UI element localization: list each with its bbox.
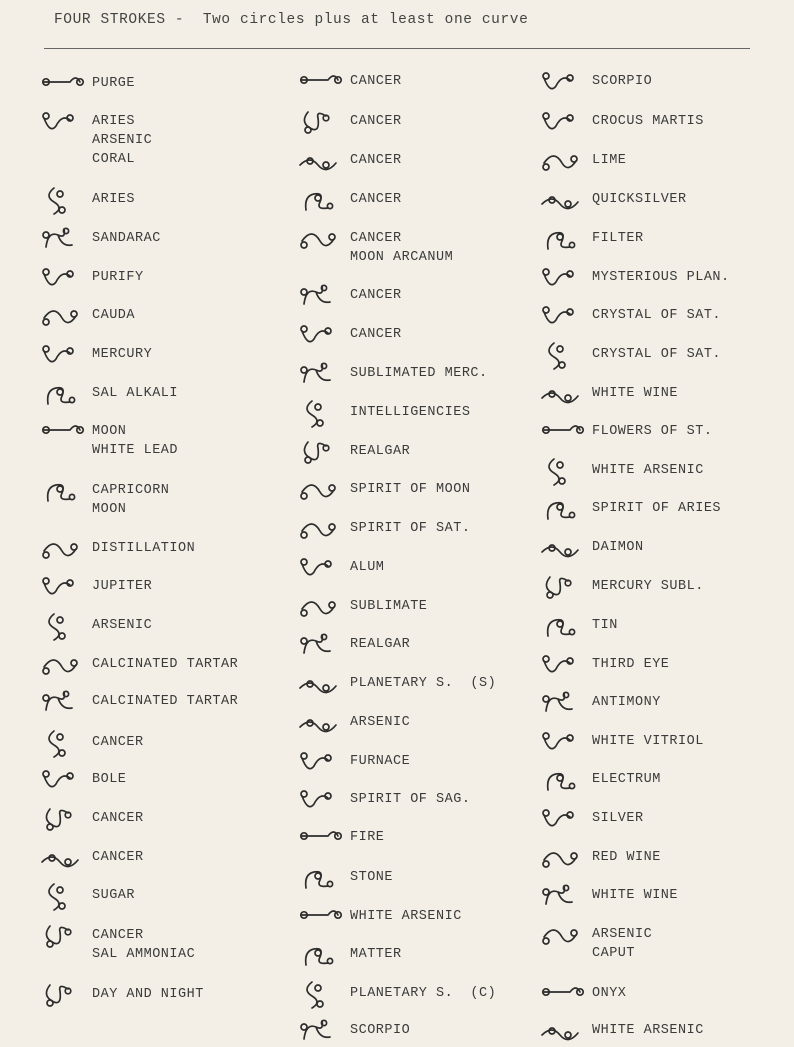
symbol-label: SCORPIO [592,74,653,89]
symbol-label: CANCER [350,153,402,168]
symbol-label: SANDARAC [92,231,161,246]
symbol-label: CANCER [350,192,402,207]
symbol-mercury-icon [40,341,84,371]
symbol-bole-icon [40,766,84,796]
symbol-label: REALGAR [350,637,411,652]
symbol-cancer-icon [298,68,342,98]
symbol-label: CRYSTAL OF SAT. [592,347,722,362]
symbol-label: SPIRIT OF SAT. [350,521,471,536]
symbol-label: LIME [592,153,627,168]
symbol-scorpio-icon [540,68,584,98]
symbol-label: PLANETARY S. (S) [350,676,497,691]
symbol-sandarac-icon [40,225,84,255]
symbol-white-wine-icon [540,380,584,410]
symbol-label: CANCER [92,811,144,826]
symbol-lime-icon [540,147,584,177]
symbol-cancer-icon [298,186,342,216]
symbol-cancer-icon [40,805,84,835]
symbol-label: CANCER [350,327,402,342]
symbol-label: CALCINATED TARTAR [92,694,239,709]
symbol-label: MOON WHITE LEAD [92,424,179,458]
symbol-white-arsenic-icon [540,1017,584,1047]
symbol-label: CANCER [350,74,402,89]
symbol-aries-icon [40,108,84,138]
symbol-label: QUICKSILVER [592,192,687,207]
symbol-white-arsenic-icon [540,457,584,487]
symbol-white-wine-icon [540,882,584,912]
symbol-label: FLOWERS OF ST. [592,424,713,439]
symbol-label: CANCER MOON ARCANUM [350,231,454,265]
symbol-cancer-icon [298,282,342,312]
symbol-label: MERCURY [92,347,153,362]
symbol-label: THIRD EYE [592,657,670,672]
symbol-label: WHITE ARSENIC [592,463,704,478]
symbol-label: CAPRICORN MOON [92,483,170,517]
symbol-crocus-martis-icon [540,108,584,138]
symbol-label: ARSENIC CAPUT [592,927,653,961]
symbol-label: ANTIMONY [592,695,661,710]
symbol-antimony-icon [540,689,584,719]
symbol-calcinated-tartar-icon [40,651,84,681]
symbol-scorpio-icon [298,1017,342,1047]
symbol-label: WHITE WINE [592,888,679,903]
symbol-silver-icon [540,805,584,835]
symbol-label: WHITE ARSENIC [350,909,462,924]
page-title: FOUR STROKES - Two circles plus at least one curve [54,12,529,28]
symbol-planetary-c-icon [298,980,342,1010]
symbol-label: TIN [592,618,618,633]
symbol-cancer-icon [40,729,84,759]
symbol-electrum-icon [540,766,584,796]
symbol-label: PLANETARY S. (C) [350,986,497,1001]
symbol-label: JUPITER [92,579,153,594]
symbol-distillation-icon [40,535,84,565]
symbol-label: ARIES ARSENIC CORAL [92,114,153,167]
symbol-crystal-of-sat-icon [540,341,584,371]
symbol-calcinated-tartar-icon [40,688,84,718]
symbol-white-vitriol-icon [540,728,584,758]
symbol-label: REALGAR [350,444,411,459]
symbol-flowers-of-st-icon [540,418,584,448]
symbol-label: ALUM [350,560,385,575]
symbol-spirit-of-sat-icon [298,515,342,545]
symbol-day-and-night-icon [40,981,84,1011]
symbol-label: WHITE VITRIOL [592,734,704,749]
symbol-label: BOLE [92,772,127,787]
symbol-label: MYSTERIOUS PLAN. [592,270,730,285]
symbol-label: CANCER [92,850,144,865]
symbol-capricorn-icon [40,477,84,507]
symbol-sugar-icon [40,882,84,912]
symbol-label: CROCUS MARTIS [592,114,704,129]
symbol-fire-icon [298,824,342,854]
symbol-label: SAL ALKALI [92,386,179,401]
symbol-sublimated-merc-icon [298,360,342,390]
symbol-label: FILTER [592,231,644,246]
symbol-tin-icon [540,612,584,642]
symbol-label: ELECTRUM [592,772,661,787]
symbol-planetary-s-icon [298,670,342,700]
symbol-moon-icon [40,418,84,448]
symbol-label: ARIES [92,192,136,207]
symbol-purge-icon [40,70,84,100]
symbol-label: CAUDA [92,308,136,323]
symbol-arsenic-icon [540,921,584,951]
symbol-label: STONE [350,870,394,885]
symbol-label: CALCINATED TARTAR [92,657,239,672]
symbol-label: PURIFY [92,270,144,285]
symbol-label: CANCER SAL AMMONIAC [92,928,196,962]
header-divider [44,48,750,49]
symbol-arsenic-icon [40,612,84,642]
symbol-jupiter-icon [40,573,84,603]
symbol-third-eye-icon [540,651,584,681]
symbol-spirit-of-moon-icon [298,476,342,506]
symbol-white-arsenic-icon [298,903,342,933]
symbol-label: MERCURY SUBL. [592,579,704,594]
symbol-label: SPIRIT OF MOON [350,482,471,497]
symbol-realgar-icon [298,631,342,661]
symbol-label: CANCER [92,735,144,750]
symbol-label: DAIMON [592,540,644,555]
symbol-cancer-icon [40,922,84,952]
symbol-label: SPIRIT OF ARIES [592,501,722,516]
symbol-arsenic-icon [298,709,342,739]
symbol-red-wine-icon [540,844,584,874]
symbol-label: INTELLIGENCIES [350,405,471,420]
symbol-furnace-icon [298,748,342,778]
symbol-matter-icon [298,941,342,971]
symbol-label: CRYSTAL OF SAT. [592,308,722,323]
symbol-label: FIRE [350,830,385,845]
symbol-mercury-subl-icon [540,573,584,603]
symbol-daimon-icon [540,534,584,564]
symbol-aries-icon [40,186,84,216]
symbol-sublimate-icon [298,593,342,623]
symbol-label: ARSENIC [350,715,411,730]
symbol-label: CANCER [350,114,402,129]
symbol-label: CANCER [350,288,402,303]
symbol-intelligencies-icon [298,399,342,429]
symbol-label: DAY AND NIGHT [92,987,204,1002]
symbol-label: SCORPIO [350,1023,411,1038]
symbol-label: WHITE WINE [592,386,679,401]
symbol-cancer-icon [298,108,342,138]
symbol-label: SUBLIMATED MERC. [350,366,488,381]
symbol-label: PURGE [92,76,136,91]
symbol-label: ONYX [592,986,627,1001]
symbol-stone-icon [298,864,342,894]
symbol-mysterious-plan-icon [540,264,584,294]
symbol-crystal-of-sat-icon [540,302,584,332]
symbol-label: WHITE ARSENIC [592,1023,704,1038]
symbol-spirit-of-aries-icon [540,495,584,525]
symbol-cancer-icon [298,147,342,177]
symbol-label: SUGAR [92,888,136,903]
symbol-label: SILVER [592,811,644,826]
symbol-label: SUBLIMATE [350,599,428,614]
symbol-cancer-icon [298,225,342,255]
symbol-label: RED WINE [592,850,661,865]
symbol-label: SPIRIT OF SAG. [350,792,471,807]
symbol-spirit-of-sag-icon [298,786,342,816]
symbol-label: ARSENIC [92,618,153,633]
symbol-label: FURNACE [350,754,411,769]
symbol-alum-icon [298,554,342,584]
symbol-purify-icon [40,264,84,294]
symbol-onyx-icon [540,980,584,1010]
symbol-realgar-icon [298,438,342,468]
symbol-label: MATTER [350,947,402,962]
symbol-label: DISTILLATION [92,541,196,556]
symbol-cancer-icon [40,844,84,874]
symbol-filter-icon [540,225,584,255]
symbol-cancer-icon [298,321,342,351]
symbol-cauda-icon [40,302,84,332]
symbol-quicksilver-icon [540,186,584,216]
symbol-sal-alkali-icon [40,380,84,410]
